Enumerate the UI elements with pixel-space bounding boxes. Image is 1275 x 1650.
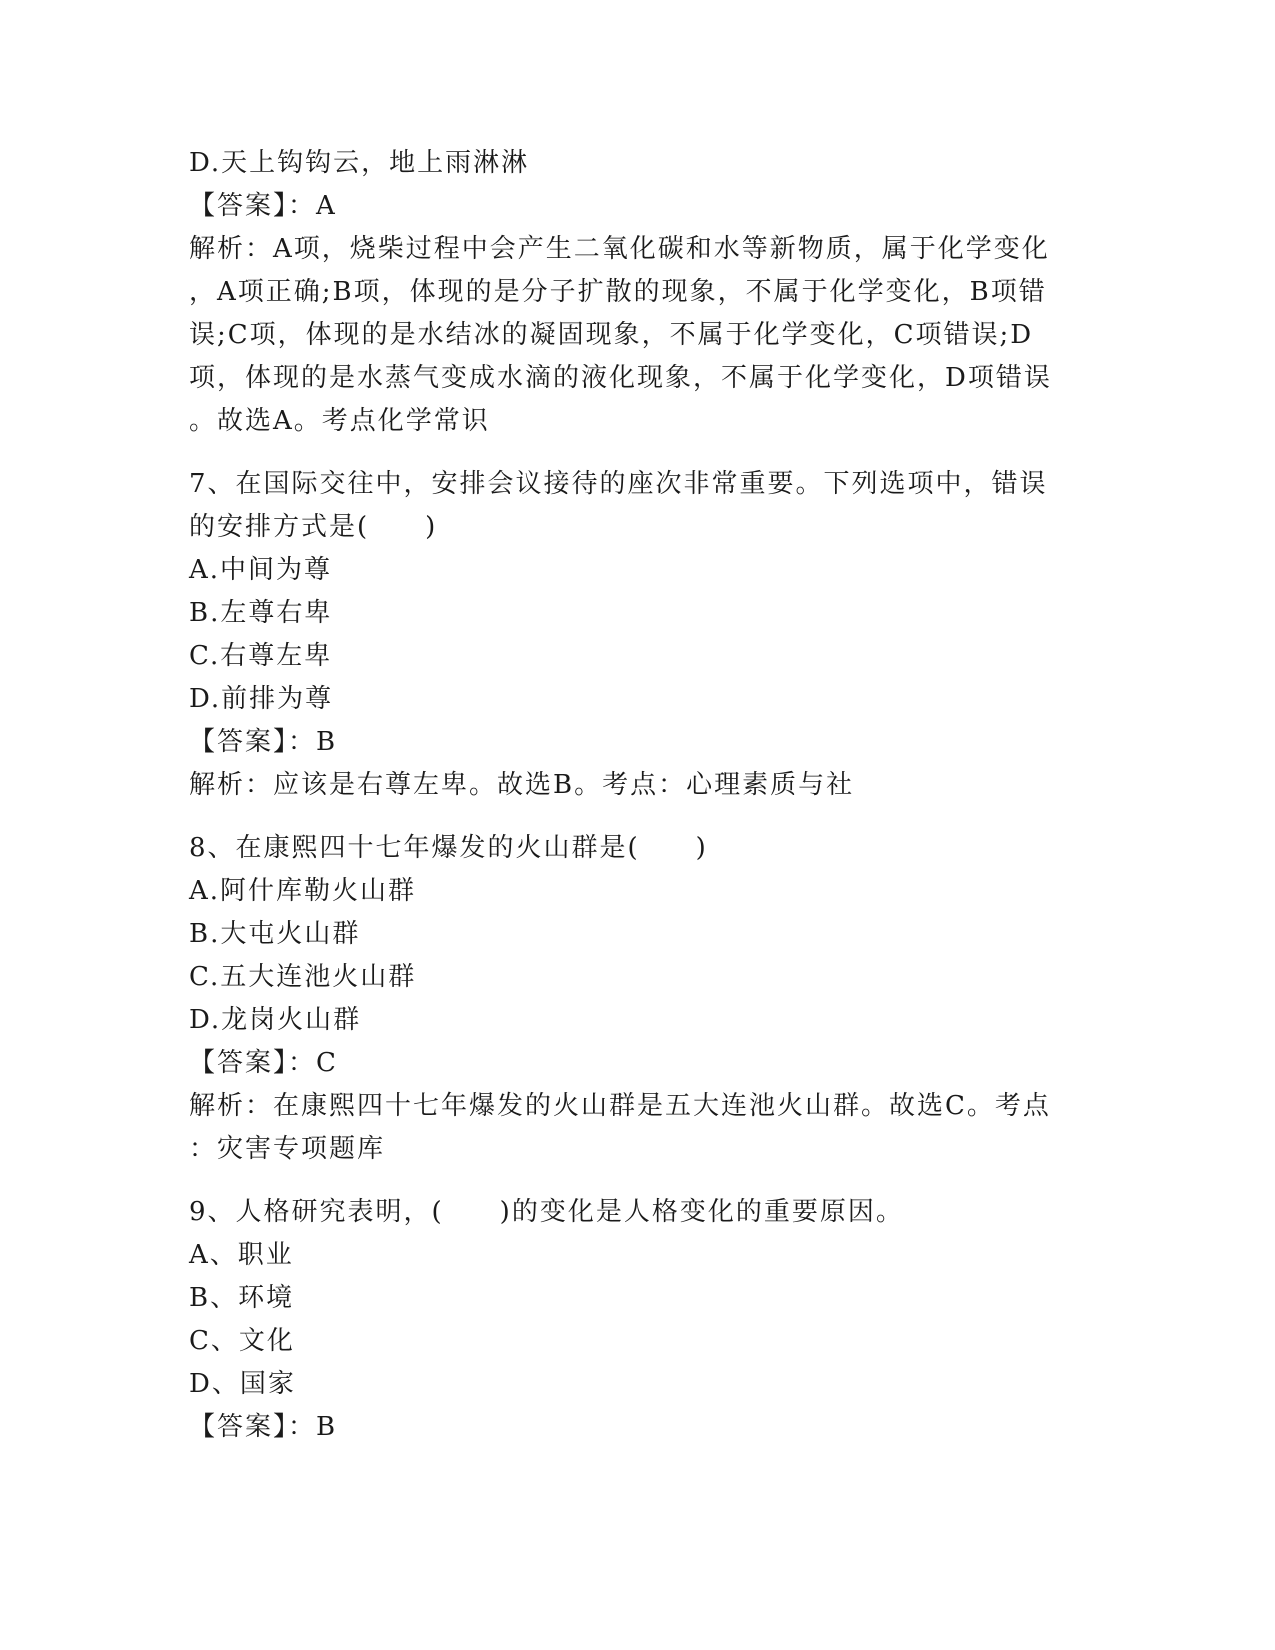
question-stem: 9、人格研究表明，( )的变化是人格变化的重要原因。 [189, 1197, 904, 1227]
option-d: D.天上钩钩云，地上雨淋淋 [189, 148, 530, 178]
analysis-line: 项，体现的是水蒸气变成水滴的液化现象，不属于化学变化，D项错误 [189, 363, 1052, 393]
option-b: B、环境 [189, 1283, 295, 1313]
option-b: B.左尊右卑 [189, 598, 333, 628]
answer-line: 【答案】：C [189, 1048, 338, 1078]
option-d: D.前排为尊 [189, 684, 334, 714]
analysis-line: 解析：A项，烧柴过程中会产生二氧化碳和水等新物质，属于化学变化 [189, 234, 1050, 264]
question-9 [189, 1191, 1089, 1449]
analysis-line: 解析：应该是右尊左卑。故选B。考点：心理素质与社 [189, 770, 855, 800]
question-7 [189, 463, 1089, 807]
option-a: A.阿什库勒火山群 [189, 876, 417, 906]
option-c: C.五大连池火山群 [189, 962, 417, 992]
answer-line: 【答案】：B [189, 1412, 338, 1442]
answer-line: 【答案】：B [189, 727, 338, 757]
analysis-line: ：灾害专项题库 [189, 1134, 386, 1164]
analysis-line: 误;C项，体现的是水结冰的凝固现象，不属于化学变化，C项错误;D [189, 320, 1034, 350]
question-stem: 的安排方式是( ) [189, 512, 438, 542]
document-page [189, 142, 1089, 1449]
analysis-line: 。故选A。考点化学常识 [189, 406, 490, 436]
option-b: B.大屯火山群 [189, 919, 361, 949]
analysis-line: ，A项正确;B项，体现的是分子扩散的现象，不属于化学变化，B项错 [189, 277, 1047, 307]
question-8 [189, 827, 1089, 1171]
option-c: C、文化 [189, 1326, 295, 1356]
answer-line: 【答案】：A [189, 191, 337, 221]
question-stem: 8、在康熙四十七年爆发的火山群是( ) [189, 833, 708, 863]
analysis-line: 解析：在康熙四十七年爆发的火山群是五大连池火山群。故选C。考点 [189, 1091, 1051, 1121]
option-a: A.中间为尊 [189, 555, 333, 585]
option-d: D、国家 [189, 1369, 296, 1399]
question-stem: 7、在国际交往中，安排会议接待的座次非常重要。下列选项中，错误 [189, 469, 1048, 499]
option-a: A、职业 [189, 1240, 294, 1270]
question-6 [189, 142, 1089, 443]
option-d: D.龙岗火山群 [189, 1005, 362, 1035]
option-c: C.右尊左卑 [189, 641, 333, 671]
